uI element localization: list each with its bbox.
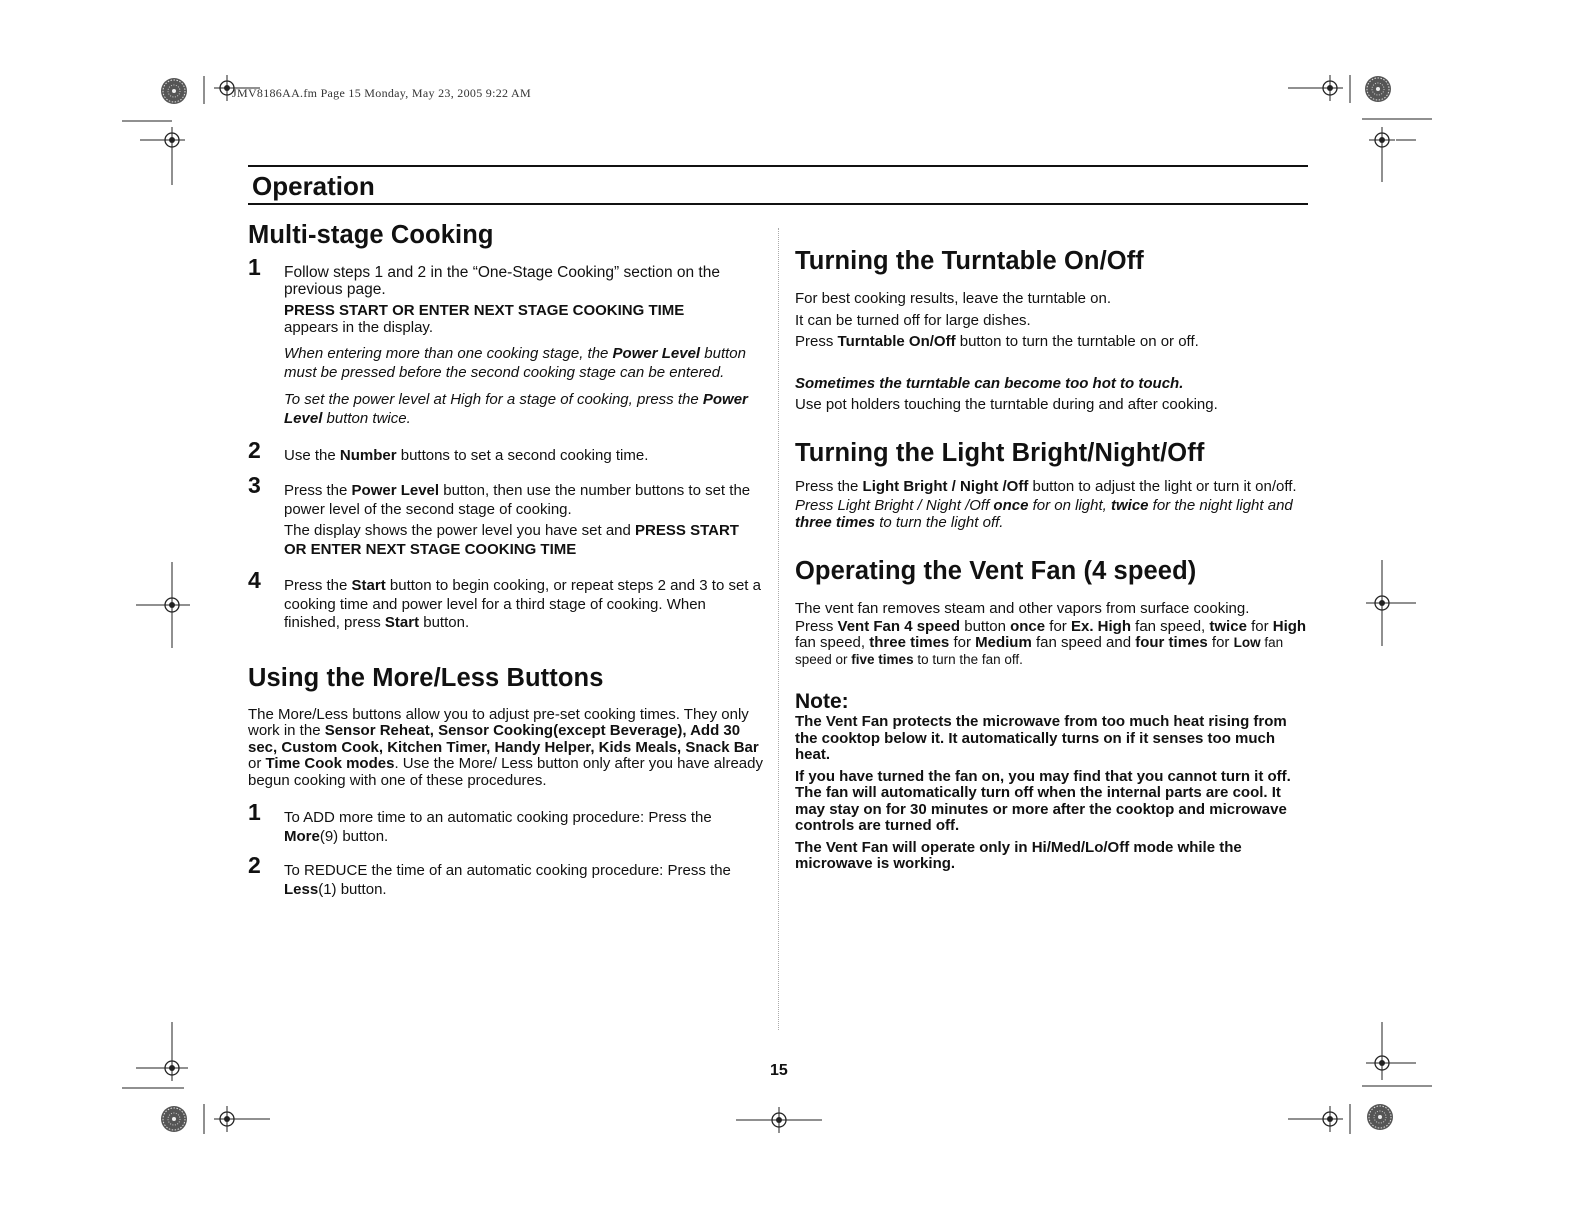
multistage-step-3 (248, 472, 764, 559)
turntable-line-4: Use pot holders touching the turntable during and after cooking. (795, 395, 1218, 413)
turntable-line-2: It can be turned off for large dishes. (795, 311, 1031, 329)
italic-note-1: When entering more than one cooking stage, the Power Level button must be pressed before the second cooking stage can be entered. (284, 345, 746, 381)
step-text: To REDUCE the time of an automatic cooking procedure: Press the Less(1) button. (284, 862, 731, 898)
multistage-step-2 (248, 437, 764, 464)
light-italic-note: Press Light Bright / Night /Off once for on light, twice for the night light and three times to turn the light off. (795, 496, 1293, 531)
starburst-mark-bottom-left (161, 1106, 187, 1132)
registration-mark-top-right (1317, 75, 1343, 101)
vent-line-1: The vent fan removes steam and other vapors from surface cooking. (795, 599, 1250, 617)
starburst-mark-bottom-right (1367, 1104, 1393, 1130)
multistage-heading: Multi-stage Cooking (248, 221, 494, 249)
multistage-step-4 (248, 567, 764, 633)
section-title: Operation (252, 171, 375, 201)
display-message-suffix: appears in the display. (284, 319, 433, 336)
column-divider (778, 228, 779, 1030)
page-number: 15 (770, 1062, 788, 1079)
note-paragraph-3: The Vent Fan will operate only in Hi/Med/Lo/Off mode while the microwave is working. (795, 838, 1242, 872)
step-number: 3 (248, 472, 261, 498)
vent-heading: Operating the Vent Fan (4 speed) (795, 556, 1197, 585)
moreless-heading: Using the More/Less Buttons (248, 663, 604, 692)
step-number: 2 (248, 852, 261, 878)
light-heading: Turning the Light Bright/Night/Off (795, 438, 1205, 467)
step-number: 2 (248, 437, 261, 463)
turntable-heading: Turning the Turntable On/Off (795, 247, 1144, 275)
moreless-step-2 (248, 852, 764, 899)
vent-instructions: Press Vent Fan 4 speed button once for Ex. High fan speed, twice for High fan speed, three times for Medium fan speed and four times for Low fan speed or five times to turn the fan off. (795, 617, 1307, 667)
registration-mark-right-middle (1369, 590, 1395, 616)
starburst-mark-top-left (161, 78, 187, 104)
moreless-intro: The More/Less buttons allow you to adjust pre-set cooking times. They only work in the Sensor Reheat, Sensor Cooking(except Beverage), Add 30 sec, Custom Cook, Kitchen Timer, Handy Helper, Kids Meals, Snack Bar or Time Cook modes. Use the More/ Less button only after you have already begun cooking with one of these procedures. (248, 705, 763, 789)
left-column (248, 220, 764, 899)
turntable-line-3: Press Turntable On/Off button to turn the turntable on or off. (795, 333, 1199, 350)
note-paragraph-2: If you have turned the fan on, you may find that you cannot turn it off. The fan will automatically turn off when the internal parts are cool. It may stay on for 30 minutes or more after the cooktop and microwave controls are turned off. (795, 767, 1291, 834)
file-slug: JMV8186AA.fm Page 15 Monday, May 23, 2005 9:22 AM (232, 86, 531, 100)
starburst-mark-top-right (1365, 76, 1391, 102)
turntable-warning: Sometimes the turntable can become too hot to touch. (795, 374, 1184, 392)
right-column (795, 246, 1307, 873)
step-text: Use the Number buttons to set a second cooking time. (284, 447, 649, 464)
registration-mark-bottom-center (766, 1107, 792, 1133)
display-message: PRESS START OR ENTER NEXT STAGE COOKING TIME (284, 302, 685, 319)
moreless-step-1 (248, 799, 764, 846)
step-number: 1 (248, 254, 261, 280)
registration-mark-left-lower (159, 1055, 185, 1081)
step-text-2: The display shows the power level you have set and PRESS START OR ENTER NEXT STAGE COOKING TIME (284, 522, 739, 558)
italic-note-2: To set the power level at High for a stage of cooking, press the Power Level button twice. (284, 391, 748, 427)
header-rule-bottom (248, 203, 1308, 205)
note-paragraph-1: The Vent Fan protects the microwave from too much heat rising from the cooktop below it. It automatically turns on if it senses too much heat. (795, 713, 1287, 763)
step-text: Follow steps 1 and 2 in the “One-Stage Cooking” section on the previous page. (284, 264, 720, 298)
registration-mark-bottom-left (214, 1106, 240, 1132)
registration-mark-right-upper (1369, 127, 1395, 153)
registration-mark-right-lower (1369, 1050, 1395, 1076)
note-heading: Note: (795, 690, 849, 713)
step-text: To ADD more time to an automatic cooking procedure: Press the More(9) button. (284, 809, 712, 845)
header-rule-top (248, 165, 1308, 167)
turntable-line-1: For best cooking results, leave the turntable on. (795, 290, 1112, 307)
registration-mark-bottom-right (1317, 1106, 1343, 1132)
step-text: Press the Start button to begin cooking, or repeat steps 2 and 3 to set a cooking time and power level for a third stage of cooking. When finished, press Start button. (284, 577, 761, 631)
step-text: Press the Power Level button, then use the number buttons to set the power level of the second stage of cooking. (284, 482, 751, 518)
multistage-step-1 (248, 254, 764, 428)
registration-mark-left-middle (159, 592, 185, 618)
step-number: 1 (248, 799, 261, 825)
light-line-1: Press the Light Bright / Night /Off button to adjust the light or turn it on/off. (795, 477, 1297, 495)
step-number: 4 (248, 567, 261, 593)
